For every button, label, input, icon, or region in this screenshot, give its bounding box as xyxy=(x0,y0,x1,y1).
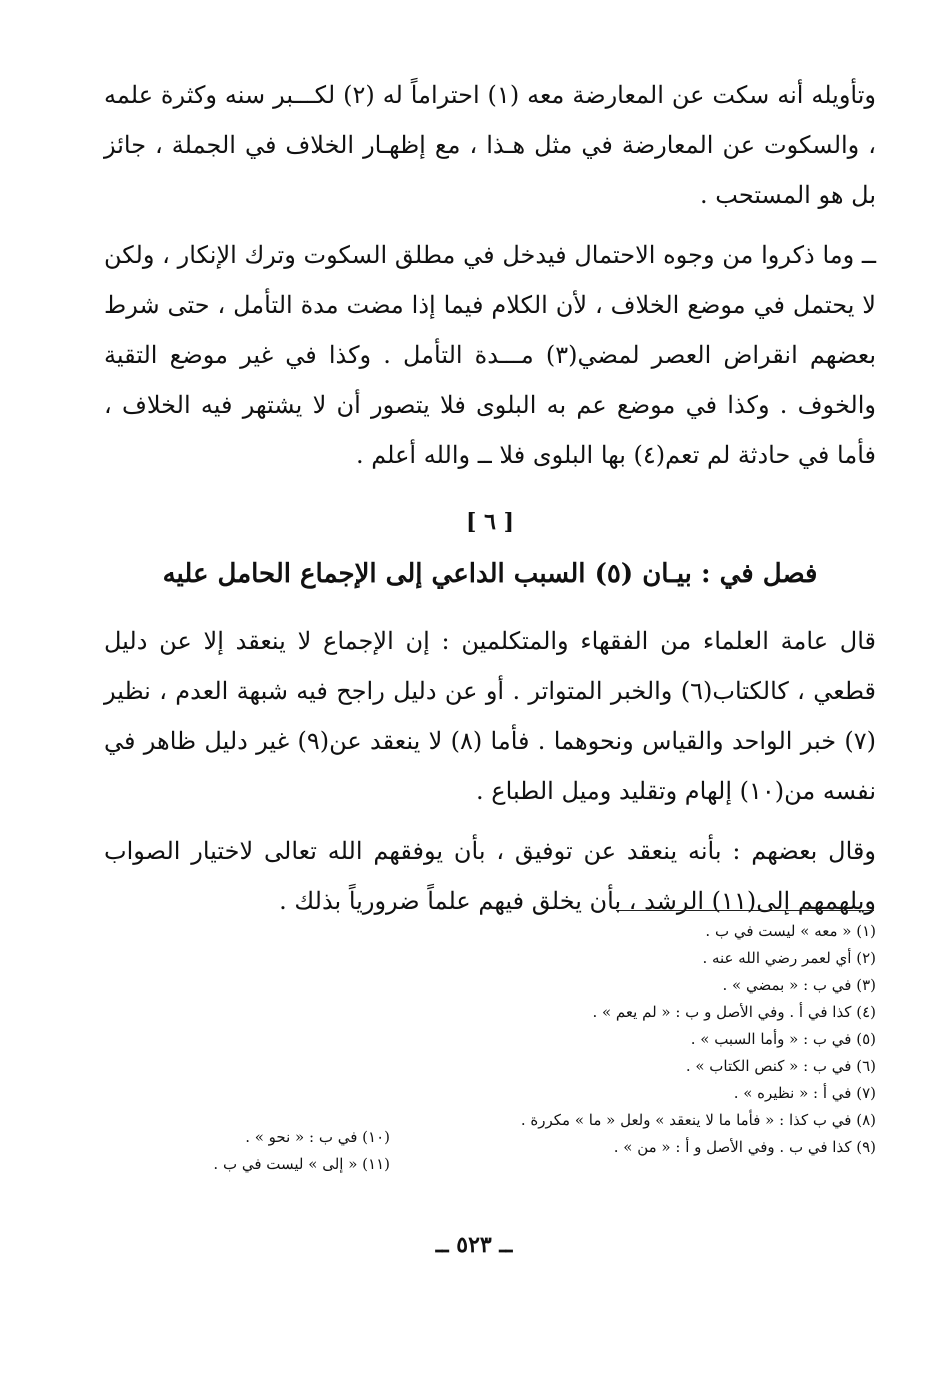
paragraph-2: ــ وما ذكروا من وجوه الاحتمال فيدخل في مطلق السكوت وترك الإنكار ، ولكن لا يحتمل في موضع الخلاف ، لأن الكلام فيما إذا مضت مدة التأمل ، حتى شرط بعضهم انقراض العصر لمضي(٣) مـــدة التأمل . وكذا في غير موضع التقية والخوف . وكذا في موضع عم به البلوى فلا يتصور أن لا يشتهر فيه الخلاف ، فأما في حادثة لم تعم(٤) بها البلوى فلا ــ والله أعلم . xyxy=(104,241,877,469)
footnote-11: (١١) « إلى » ليست في ب . xyxy=(213,1155,390,1173)
footnote-divider xyxy=(616,910,874,911)
main-text xyxy=(104,70,876,936)
section-number: [ ٦ ] xyxy=(466,509,514,535)
footnote-9: (٩) كذا في ب . وفي الأصل و أ : « من » . xyxy=(613,1138,876,1156)
footnote-1: (١) « معه » ليست في ب . xyxy=(705,922,876,940)
footnote-8: (٨) في ب كذا : « فأما ما لا ينعقد » ولعل « ما » مكررة . xyxy=(520,1111,876,1129)
footnote-7: (٧) في أ : « نظيره » . xyxy=(733,1084,876,1102)
section-title: فصل في : بيـان (٥) السبب الداعي إلى الإجماع الحامل عليه xyxy=(162,559,818,589)
footnotes-right xyxy=(356,918,876,1161)
paragraph-3: قال عامة العلماء من الفقهاء والمتكلمين : إن الإجماع لا ينعقد إلا عن دليل قطعي ، كالكتاب(٦) والخبر المتواتر . أو عن دليل راجح فيه شبهة العدم ، نظير (٧) خبر الواحد والقياس ونحوهما . فأما (٨) لا ينعقد عن(٩) غير دليل ظاهر في نفسه من(١٠) إلهام وتقليد وميل الطباع . xyxy=(104,627,877,805)
footnote-5: (٥) في ب : « وأما السبب » . xyxy=(690,1030,876,1048)
footnote-4: (٤) كذا في أ . وفي الأصل و ب : « لم يعم » . xyxy=(592,1003,876,1021)
footnotes-left xyxy=(190,1124,390,1178)
footnote-3: (٣) في ب : « بمضي » . xyxy=(722,976,876,994)
paragraph-4: وقال بعضهم : بأنه ينعقد عن توفيق ، بأن يوفقهم الله تعالى لاختيار الصواب ويلهمهم إلى(١١) الرشد ، بأن يخلق فيهم علماً ضرورياً بذلك . xyxy=(104,837,876,915)
paragraph-1: وتأويله أنه سكت عن المعارضة معه (١) احتراماً له (٢) لكـــبر سنه وكثرة علمه ، والسكوت عن المعارضة في مثل هـذا ، مع إظهـار الخلاف في الجملة ، جائز بل هو المستحب . xyxy=(104,81,877,209)
footnote-2: (٢) أي لعمر رضي الله عنه . xyxy=(702,949,876,967)
footnote-10: (١٠) في ب : « نحو » . xyxy=(245,1128,390,1146)
footnote-6: (٦) في ب : « كنص الكتاب » . xyxy=(685,1057,876,1075)
page-number: ــ ٥٢٣ ــ xyxy=(435,1232,513,1258)
